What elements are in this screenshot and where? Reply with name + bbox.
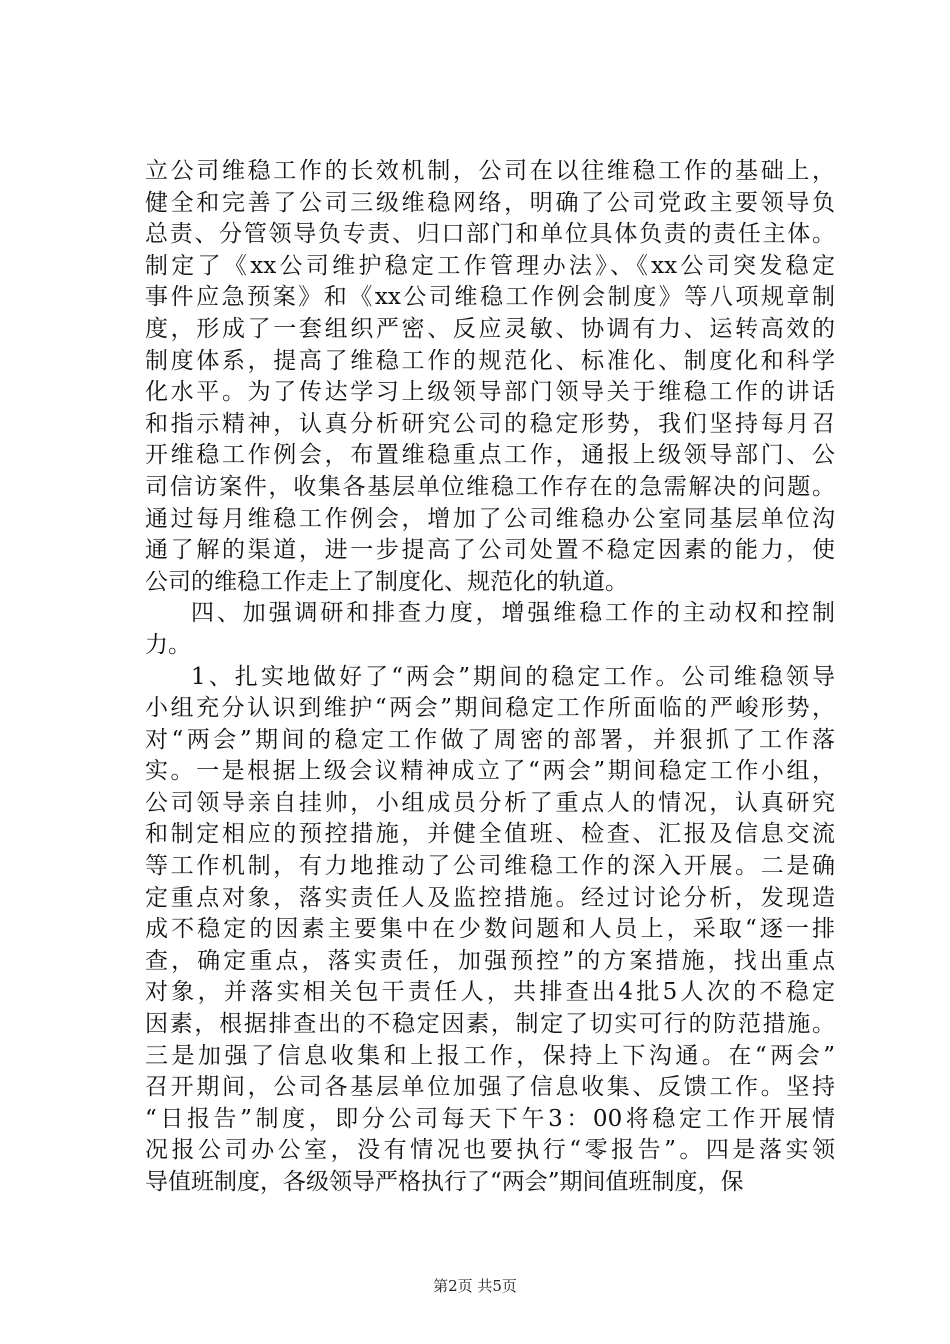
text-line: 度，形成了一套组织严密、反应灵敏、协调有力、运转高效的 xyxy=(145,315,835,342)
text-line: 力。 xyxy=(145,631,191,658)
text-line: 公司的维稳工作走上了制度化、规范化的轨道。 xyxy=(145,568,628,595)
text-line: “日报告”制度，即分公司每天下午3：00将稳定工作开展情 xyxy=(145,1105,835,1132)
text-line: 开维稳工作例会，布置维稳重点工作，通报上级领导部门、公 xyxy=(145,442,835,469)
text-line: 实。一是根据上级会议精神成立了“两会”期间稳定工作小组， xyxy=(145,758,835,785)
text-line: 健全和完善了公司三级维稳网络，明确了公司党政主要领导负 xyxy=(145,189,835,216)
text-line: 定重点对象，落实责任人及监控措施。经过讨论分析，发现造 xyxy=(145,884,835,911)
text-line: 况报公司办公室，没有情况也要执行“零报告”。四是落实领 xyxy=(145,1137,835,1164)
text-line: 三是加强了信息收集和上报工作，保持上下沟通。在“两会” xyxy=(145,1042,835,1069)
text-line: 对象，并落实相关包干责任人，共排查出4批5人次的不稳定 xyxy=(145,979,835,1006)
text-line: 成不稳定的因素主要集中在少数问题和人员上，采取“逐一排 xyxy=(145,916,835,943)
page-footer: 第2页 共5页 xyxy=(433,1277,517,1295)
text-line: 制定了《xx公司维护稳定工作管理办法》、《xx公司突发稳定 xyxy=(145,252,835,279)
text-line: 立公司维稳工作的长效机制，公司在以往维稳工作的基础上， xyxy=(145,158,835,184)
text-line: 四、加强调研和排查力度，增强维稳工作的主动权和控制 xyxy=(191,600,835,627)
text-line: 制度体系，提高了维稳工作的规范化、标准化、制度化和科学 xyxy=(145,347,835,374)
text-line: 对“两会”期间的稳定工作做了周密的部署，并狠抓了工作落 xyxy=(145,726,835,753)
text-line: 导值班制度，各级领导严格执行了“两会”期间值班制度，保 xyxy=(145,1169,744,1195)
text-line: 因素，根据排查出的不稳定因素，制定了切实可行的防范措施。 xyxy=(145,1011,835,1038)
text-line: 通了解的渠道，进一步提高了公司处置不稳定因素的能力，使 xyxy=(145,537,835,564)
text-line: 等工作机制，有力地推动了公司维稳工作的深入开展。二是确 xyxy=(145,853,835,880)
paragraph xyxy=(145,662,835,1199)
text-line: 小组充分认识到维护“两会”期间稳定工作所面临的严峻形势， xyxy=(145,695,835,722)
text-line: 通过每月维稳工作例会，增加了公司维稳办公室同基层单位沟 xyxy=(145,505,835,532)
text-line: 化水平。为了传达学习上级领导部门领导关于维稳工作的讲话 xyxy=(145,379,835,406)
text-line: 事件应急预案》和《xx公司维稳工作例会制度》等八项规章制 xyxy=(145,284,835,311)
document-body xyxy=(145,156,835,1199)
paragraph xyxy=(145,156,835,598)
text-line: 1、扎实地做好了“两会”期间的稳定工作。公司维稳领导 xyxy=(191,663,835,690)
text-line: 司信访案件，收集各基层单位维稳工作存在的急需解决的问题。 xyxy=(145,473,835,500)
text-line: 召开期间，公司各基层单位加强了信息收集、反馈工作。坚持 xyxy=(145,1074,835,1101)
text-line: 和制定相应的预控措施，并健全值班、检查、汇报及信息交流 xyxy=(145,821,835,848)
text-line: 查，确定重点，落实责任，加强预控”的方案措施，找出重点 xyxy=(145,947,835,974)
text-line: 公司领导亲自挂帅，小组成员分析了重点人的情况，认真研究 xyxy=(145,789,835,816)
paragraph xyxy=(145,598,835,661)
text-line: 总责、分管领导负专责、归口部门和单位具体负责的责任主体。 xyxy=(145,221,835,248)
text-line: 和指示精神，认真分析研究公司的稳定形势，我们坚持每月召 xyxy=(145,410,835,437)
